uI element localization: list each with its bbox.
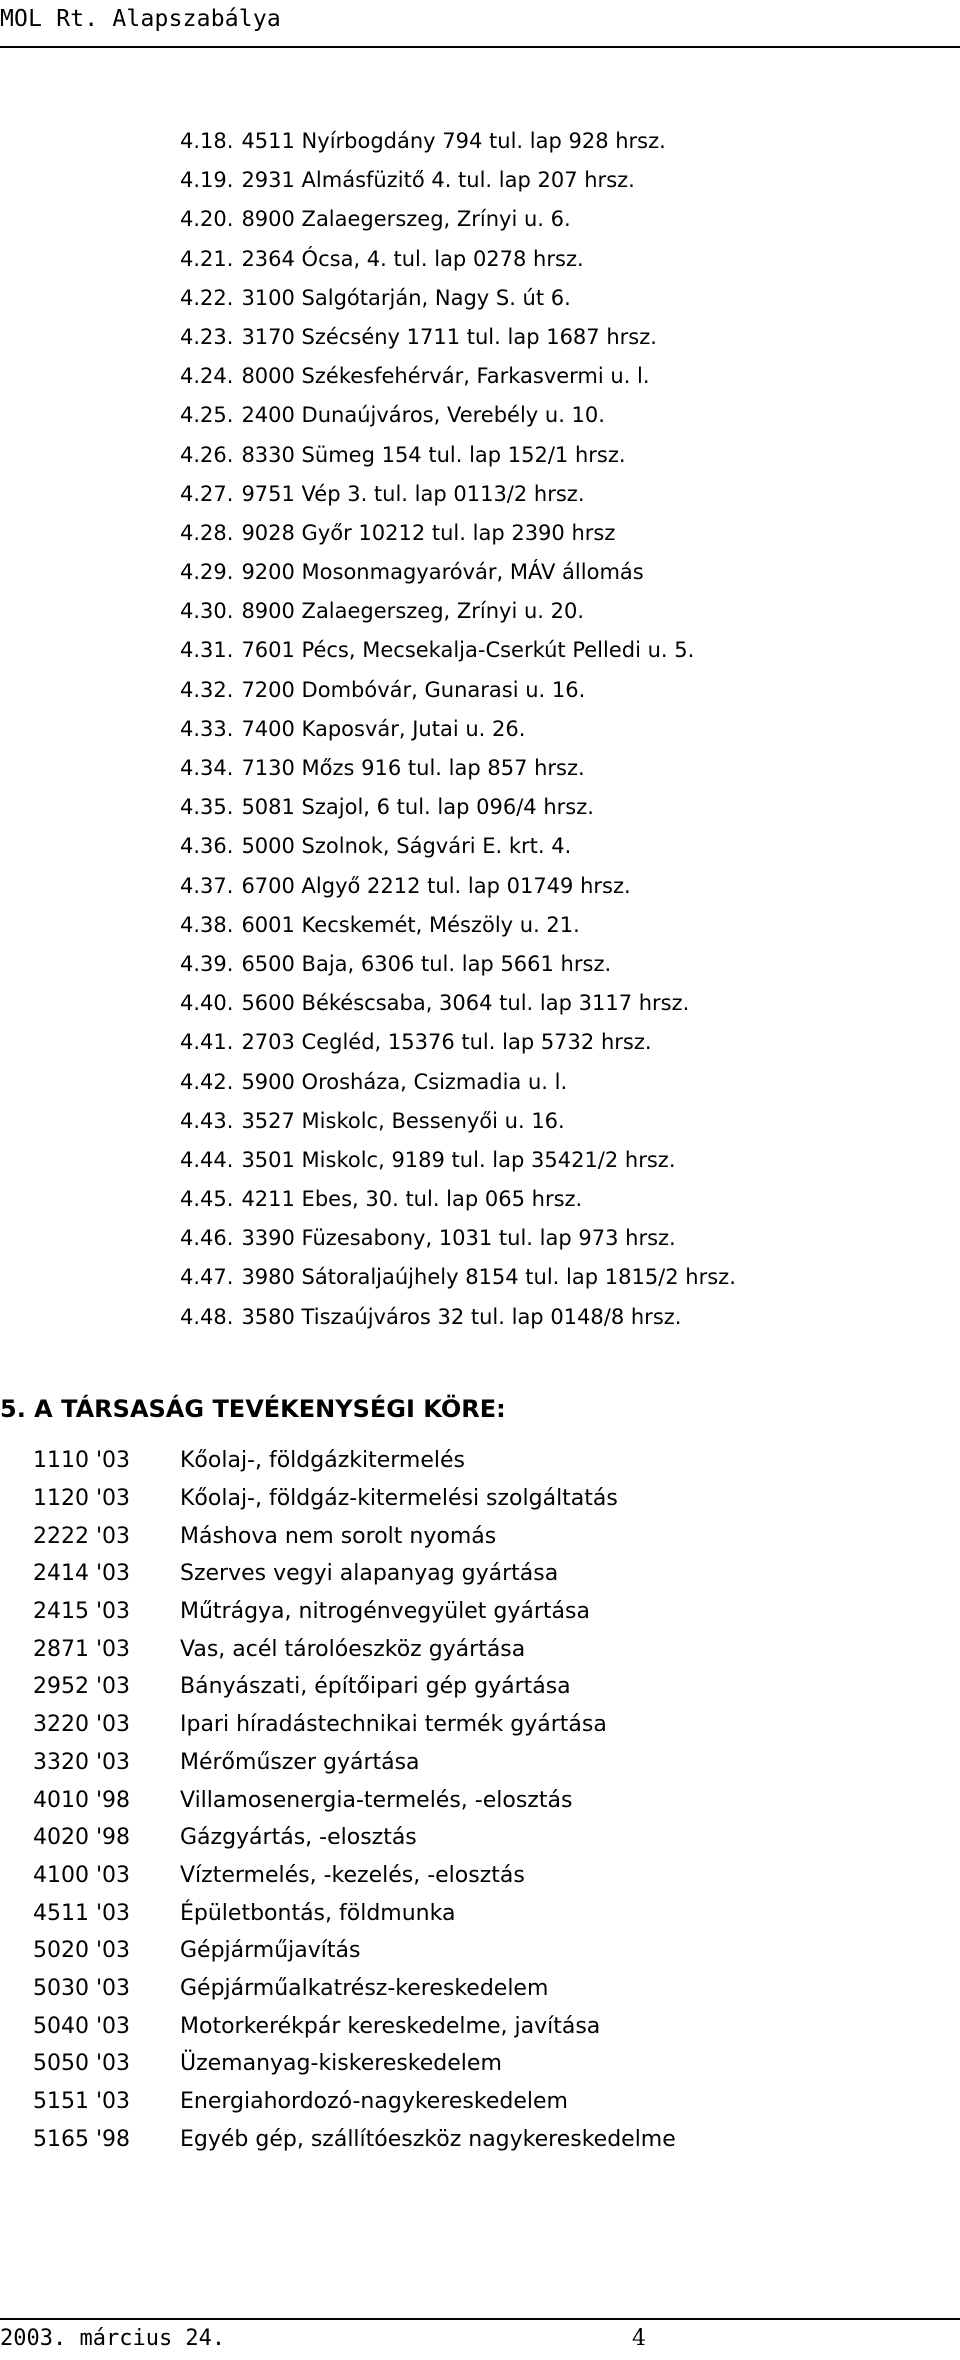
address-number: 4.29. — [180, 560, 234, 585]
address-number: 4.38. — [180, 912, 234, 937]
address-item — [180, 631, 940, 670]
address-number: 4.40. — [180, 991, 234, 1016]
activity-code: 2222 '03 — [32, 1523, 130, 1549]
page-number: 4 — [632, 2326, 646, 2351]
activity-description: Kőolaj-, földgázkitermelés — [180, 1448, 466, 1474]
address-number: 4.28. — [180, 520, 234, 545]
activity-row — [0, 1744, 960, 1782]
activity-table — [0, 1442, 960, 2158]
activity-code: 1120 '03 — [32, 1486, 130, 1512]
address-item — [180, 161, 940, 200]
activity-row — [0, 2007, 960, 2045]
address-text: 4211 Ebes, 30. tul. lap 065 hrsz. — [241, 1187, 583, 1212]
address-text: 7601 Pécs, Mecsekalja-Cserkút Pelledi u. 5. — [241, 638, 695, 663]
address-item — [180, 396, 940, 435]
address-text: 4511 Nyírbogdány 794 tul. lap 928 hrsz. — [241, 129, 666, 153]
activity-description: Mérőműszer gyártása — [180, 1749, 420, 1775]
address-text: 7200 Dombóvár, Gunarasi u. 16. — [241, 677, 586, 702]
address-item — [180, 1180, 940, 1219]
address-number: 4.20. — [180, 207, 234, 232]
activity-description: Bányászati, építőipari gép gyártása — [180, 1674, 571, 1700]
activity-description: Máshova nem sorolt nyomás — [180, 1523, 497, 1549]
address-item — [180, 200, 940, 239]
address-number: 4.45. — [180, 1187, 234, 1212]
activity-row — [0, 2083, 960, 2121]
activity-code: 3320 '03 — [32, 1749, 130, 1775]
activity-row — [0, 1970, 960, 2008]
activity-description: Üzemanyag-kiskereskedelem — [180, 2051, 502, 2077]
activity-description: Gépjárműjavítás — [180, 1938, 361, 1964]
address-item — [180, 945, 940, 984]
address-item — [180, 240, 940, 279]
address-text: 5081 Szajol, 6 tul. lap 096/4 hrsz. — [241, 795, 594, 820]
address-number: 4.35. — [180, 795, 234, 820]
activity-table-body — [0, 1442, 960, 2158]
activity-row — [0, 1668, 960, 1706]
address-text: 8900 Zalaegerszeg, Zrínyi u. 6. — [241, 207, 571, 232]
activity-description: Energiahordozó-nagykereskedelem — [180, 2089, 568, 2115]
address-text: 9751 Vép 3. tul. lap 0113/2 hrsz. — [241, 481, 585, 506]
activity-row — [0, 1630, 960, 1668]
site-address-list — [180, 122, 940, 1337]
activity-code: 5165 '98 — [32, 2126, 130, 2152]
address-number: 4.23. — [180, 324, 234, 349]
address-number: 4.22. — [180, 285, 234, 310]
activity-code: 5050 '03 — [32, 2051, 130, 2077]
address-item — [180, 318, 940, 357]
document-header-title: MOL Rt. Alapszabálya — [0, 6, 281, 32]
address-number: 4.43. — [180, 1108, 234, 1133]
address-number: 4.30. — [180, 599, 234, 624]
activity-description: Villamosenergia-termelés, -elosztás — [180, 1787, 573, 1813]
address-number: 4.34. — [180, 756, 234, 780]
address-number: 4.47. — [180, 1265, 234, 1290]
activity-code: 5020 '03 — [32, 1938, 130, 1964]
address-text: 6001 Kecskemét, Mészöly u. 21. — [241, 912, 580, 937]
activity-row — [0, 1857, 960, 1895]
address-item — [180, 436, 940, 475]
address-text: 5900 Orosháza, Csizmadia u. l. — [241, 1069, 568, 1094]
activity-row — [0, 1781, 960, 1819]
address-text: 7130 Mőzs 916 tul. lap 857 hrsz. — [241, 756, 585, 780]
activity-code: 2414 '03 — [32, 1561, 130, 1587]
address-item — [180, 1258, 940, 1297]
activity-code: 4010 '98 — [32, 1787, 130, 1813]
address-text: 3170 Szécsény 1711 tul. lap 1687 hrsz. — [241, 324, 657, 349]
address-text: 9028 Győr 10212 tul. lap 2390 hrsz — [241, 520, 616, 545]
address-item — [180, 788, 940, 827]
address-text: 3501 Miskolc, 9189 tul. lap 35421/2 hrsz. — [241, 1147, 676, 1172]
activity-row — [0, 2120, 960, 2158]
address-number: 4.32. — [180, 677, 234, 702]
address-text: 6700 Algyő 2212 tul. lap 01749 hrsz. — [241, 873, 631, 898]
address-item — [180, 906, 940, 945]
activity-code: 4511 '03 — [32, 1900, 130, 1926]
address-text: 3390 Füzesabony, 1031 tul. lap 973 hrsz. — [241, 1226, 676, 1251]
address-text: 5000 Szolnok, Ságvári E. krt. 4. — [241, 834, 572, 859]
address-number: 4.48. — [180, 1304, 234, 1329]
address-item — [180, 749, 940, 788]
address-number: 4.19. — [180, 168, 234, 193]
address-text: 8330 Sümeg 154 tul. lap 152/1 hrsz. — [241, 442, 626, 467]
address-number: 4.36. — [180, 834, 234, 859]
activity-code: 4020 '98 — [32, 1825, 130, 1851]
address-number: 4.44. — [180, 1147, 234, 1172]
address-item — [180, 1063, 940, 1102]
activity-description: Víztermelés, -kezelés, -elosztás — [180, 1862, 525, 1888]
activity-row — [0, 1593, 960, 1631]
address-number: 4.24. — [180, 364, 234, 389]
address-item — [180, 1102, 940, 1141]
activity-description: Kőolaj-, földgáz-kitermelési szolgáltatás — [180, 1486, 618, 1512]
section-heading: 5. A TÁRSASÁG TEVÉKENYSÉGI KÖRE: — [0, 1395, 506, 1423]
activity-row — [0, 1932, 960, 1970]
activity-code: 2871 '03 — [32, 1636, 130, 1662]
activity-description: Gázgyártás, -elosztás — [180, 1825, 417, 1851]
activity-row — [0, 2045, 960, 2083]
activity-row — [0, 1517, 960, 1555]
address-item — [180, 279, 940, 318]
address-item — [180, 592, 940, 631]
address-number: 4.37. — [180, 873, 234, 898]
activity-description: Gépjárműalkatrész-kereskedelem — [180, 1975, 549, 2001]
activity-row — [0, 1819, 960, 1857]
activity-code: 2952 '03 — [32, 1674, 130, 1700]
address-number: 4.25. — [180, 403, 234, 428]
activity-description: Egyéb gép, szállítóeszköz nagykereskedelme — [180, 2126, 676, 2152]
address-item — [180, 710, 940, 749]
address-text: 5600 Békéscsaba, 3064 tul. lap 3117 hrsz. — [241, 991, 690, 1016]
activity-row — [0, 1480, 960, 1518]
address-item — [180, 1141, 940, 1180]
activity-description: Szerves vegyi alapanyag gyártása — [180, 1561, 559, 1587]
address-item — [180, 475, 940, 514]
address-text: 8900 Zalaegerszeg, Zrínyi u. 20. — [241, 599, 585, 624]
address-number: 4.42. — [180, 1069, 234, 1094]
address-item — [180, 984, 940, 1023]
activity-code: 3220 '03 — [32, 1712, 130, 1738]
activity-code: 5151 '03 — [32, 2089, 130, 2115]
activity-code: 5040 '03 — [32, 2013, 130, 2039]
address-number: 4.41. — [180, 1030, 234, 1055]
address-item — [180, 1298, 940, 1337]
address-text: 6500 Baja, 6306 tul. lap 5661 hrsz. — [241, 951, 612, 976]
activity-row — [0, 1706, 960, 1744]
activity-description: Vas, acél tárolóeszköz gyártása — [180, 1636, 526, 1662]
address-item — [180, 553, 940, 592]
address-item — [180, 1023, 940, 1062]
address-item — [180, 1219, 940, 1258]
address-text: 2364 Ócsa, 4. tul. lap 0278 hrsz. — [241, 246, 584, 271]
address-text: 9200 Mosonmagyaróvár, MÁV állomás — [241, 560, 644, 585]
address-number: 4.18. — [180, 129, 234, 153]
address-text: 8000 Székesfehérvár, Farkasvermi u. l. — [241, 364, 650, 389]
activity-row — [0, 1894, 960, 1932]
address-number: 4.21. — [180, 246, 234, 271]
address-item — [180, 671, 940, 710]
address-text: 2703 Cegléd, 15376 tul. lap 5732 hrsz. — [241, 1030, 652, 1055]
address-text: 7400 Kaposvár, Jutai u. 26. — [241, 716, 526, 741]
address-item — [180, 357, 940, 396]
address-text: 3100 Salgótarján, Nagy S. út 6. — [241, 285, 571, 310]
address-number: 4.46. — [180, 1226, 234, 1251]
address-text: 2400 Dunaújváros, Verebély u. 10. — [241, 403, 605, 428]
activity-description: Ipari híradástechnikai termék gyártása — [180, 1712, 607, 1738]
activity-description: Motorkerékpár kereskedelme, javítása — [180, 2013, 601, 2039]
address-number: 4.31. — [180, 638, 234, 663]
address-item — [180, 122, 940, 161]
address-number: 4.33. — [180, 716, 234, 741]
address-item — [180, 514, 940, 553]
address-text: 2931 Almásfüzitő 4. tul. lap 207 hrsz. — [241, 168, 635, 193]
header-divider — [0, 46, 960, 48]
footer-divider — [0, 2318, 960, 2320]
activity-code: 1110 '03 — [32, 1448, 130, 1474]
activity-code: 4100 '03 — [32, 1862, 130, 1888]
address-item — [180, 867, 940, 906]
activity-code: 2415 '03 — [32, 1599, 130, 1625]
activity-row — [0, 1555, 960, 1593]
activity-row — [0, 1442, 960, 1480]
footer-date: 2003. március 24. — [0, 2326, 226, 2351]
address-text: 3980 Sátoraljaújhely 8154 tul. lap 1815/2 hrsz. — [241, 1265, 736, 1290]
activity-description: Épületbontás, földmunka — [180, 1900, 456, 1926]
address-item — [180, 827, 940, 866]
activity-code: 5030 '03 — [32, 1975, 130, 2001]
address-number: 4.26. — [180, 442, 234, 467]
address-text: 3580 Tiszaújváros 32 tul. lap 0148/8 hrsz. — [241, 1304, 682, 1329]
activity-description: Műtrágya, nitrogénvegyület gyártása — [180, 1599, 590, 1625]
address-number: 4.39. — [180, 951, 234, 976]
address-number: 4.27. — [180, 481, 234, 506]
address-text: 3527 Miskolc, Bessenyői u. 16. — [241, 1108, 565, 1133]
